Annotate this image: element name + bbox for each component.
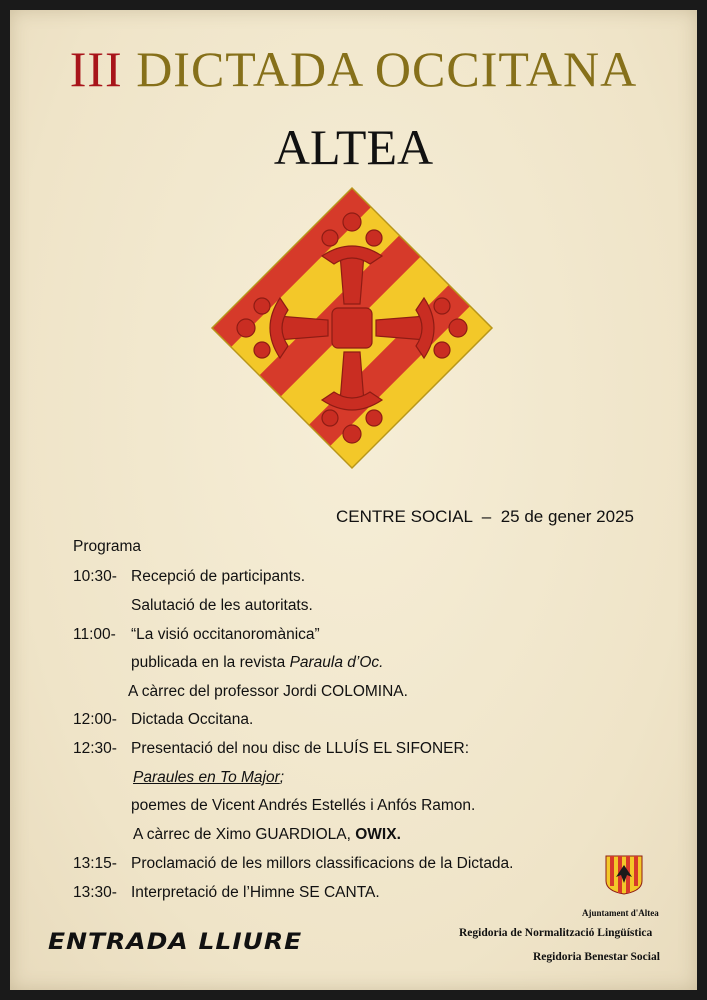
poster-title [0,40,707,98]
venue-date-line [336,507,634,527]
altea-crest-icon [605,855,643,895]
album-punct: ; [279,769,285,786]
program-line [133,826,401,844]
free-entrance-label: ENTRADA LLIURE [48,928,303,955]
sponsor-line: Regidoria Benestar Social [533,951,660,963]
title-text: DICTADA OCCITANA [136,41,638,97]
program-line: poemes de Vicent Andrés Estellés i Anfós Ramon. [131,797,476,814]
program-time: 13:15- [73,855,117,872]
owix-name: OWIX. [355,826,401,843]
magazine-title: Paraula d’Oc. [289,654,384,671]
program-line: Presentació del nou disc de LLUÍS EL SIFONER: [131,740,470,757]
title-numeral: III [69,41,123,97]
program-line-text: A càrrec de Ximo GUARDIOLA, [133,826,356,843]
event-date: 25 de gener 2025 [500,507,635,526]
program-line: Interpretació de l’Himne SE CANTA. [131,884,380,901]
program-line: A càrrec del professor Jordi COLOMINA. [128,683,408,700]
program-time: 11:00- [73,626,116,643]
occitan-cross-icon [210,186,494,470]
program-line: Salutació de les autoritats. [131,597,313,614]
program-line: Recepció de participants. [131,568,306,585]
venue-place: CENTRE SOCIAL [336,507,473,526]
program-line [133,769,284,787]
poster-subtitle: ALTEA [273,119,434,175]
program-time: 10:30- [73,568,117,585]
program-line: Proclamació de les millors classificacions de la Dictada. [131,855,514,872]
program-heading: Programa [73,538,142,555]
program-time: 12:00- [73,711,117,728]
program-line: Dictada Occitana. [131,711,254,728]
album-title: Paraules en To Major [133,769,280,786]
program-line-text: publicada en la revista [131,654,286,671]
sponsor-line: Regidoria de Normalització Lingüística [459,927,653,939]
venue-separator: – [481,507,492,526]
program-line [131,654,383,672]
program-time: 12:30- [73,740,117,757]
program-line: “La visió occitanoromànica” [131,626,320,643]
program-time: 13:30- [73,884,117,901]
sponsor-line: Ajuntament d'Altea [582,908,659,918]
